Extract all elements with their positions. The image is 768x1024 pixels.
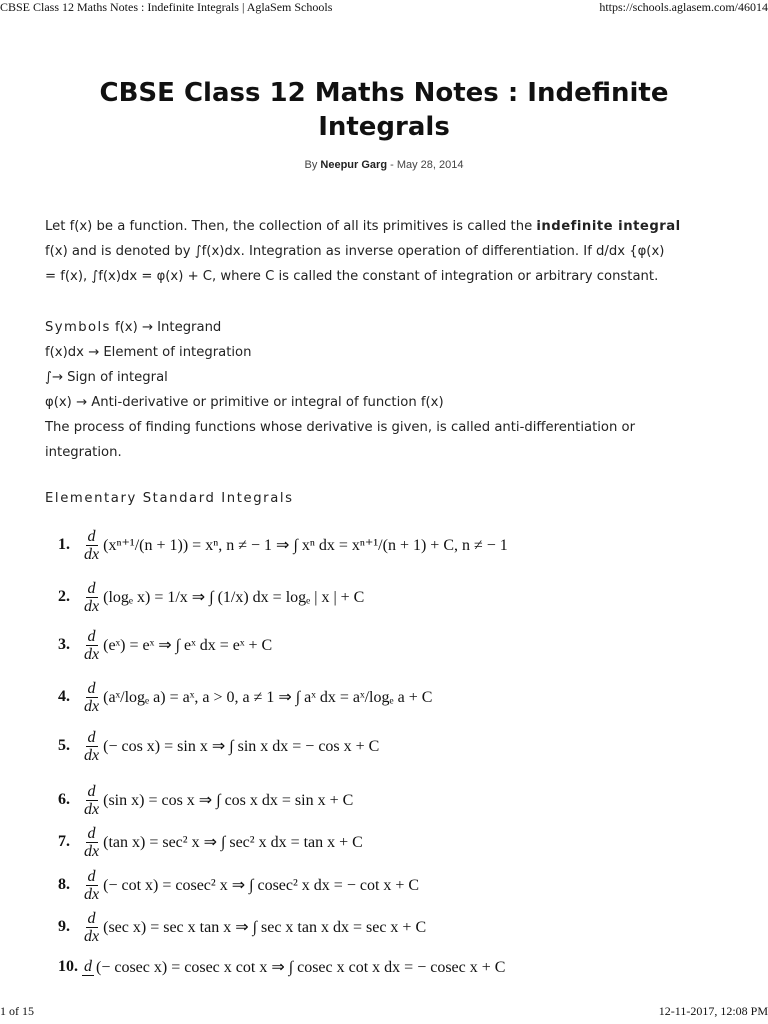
byline — [0, 159, 768, 171]
formula-expression: (aˣ/logₑ a) = aˣ, a > 0, a ≠ 1 ⇒ ∫ aˣ dx = aˣ/logₑ a + C — [103, 689, 433, 706]
intro-line-3: = f(x), ∫f(x)dx = φ(x) + C, where C is called the constant of integration or arbitrary constant. — [45, 269, 659, 284]
publish-date: May 28, 2014 — [396, 159, 464, 171]
print-page-title: CBSE Class 12 Maths Notes : Indefinite Integrals | AglaSem Schools — [0, 0, 333, 14]
derivative-operator: $\frac{d}{dx}$ — [84, 782, 100, 818]
formula-number: 4. — [58, 688, 70, 705]
formula-item — [58, 672, 432, 722]
article-title: CBSE Class 12 Maths Notes : Indefinite Integrals — [99, 78, 669, 142]
symbols-line-1 — [45, 315, 735, 340]
symbols-line-6: integration. — [45, 445, 122, 460]
print-header — [0, 0, 768, 16]
formula-expression: (logₑ x) = 1/x ⇒ ∫ (1/x) dx = logₑ | x | + C — [103, 589, 365, 606]
formula-item — [58, 520, 508, 570]
intro-paragraph — [45, 214, 735, 289]
derivative-operator: $\frac{d}{dx}$ — [84, 824, 100, 860]
symbols-label: Symbols — [45, 320, 111, 335]
symbols-line-2: f(x)dx → Element of integration — [45, 345, 252, 360]
intro-line-1 — [45, 214, 735, 239]
print-footer — [0, 1004, 768, 1020]
formula-number: 8. — [58, 876, 70, 893]
formula-expression: (sec x) = sec x tan x ⇒ ∫ sec x tan x dx = sec x + C — [103, 919, 427, 936]
derivative-operator: $\frac{d}{dx}$ — [84, 909, 100, 945]
intro-line-1-text: Let f(x) be a function. Then, the collection of all its primitives is called the — [45, 219, 537, 234]
formula-expression: (− cos x) = sin x ⇒ ∫ sin x dx = − cos x + C — [103, 738, 380, 755]
derivative-operator: $\frac{d}{dx}$ — [84, 867, 100, 903]
derivative-operator: d — [84, 958, 92, 975]
print-timestamp: 12-11-2017, 12:08 PM — [658, 1004, 768, 1018]
formula-expression: (tan x) = sec² x ⇒ ∫ sec² x dx = tan x + C — [103, 834, 363, 851]
formula-number: 10. — [58, 958, 78, 975]
formula-number: 7. — [58, 833, 70, 850]
formula-number: 1. — [58, 536, 70, 553]
intro-line-2: f(x) and is denoted by ∫f(x)dx. Integration as inverse operation of differentiation. If d/dx {φ(x) — [45, 244, 665, 259]
formula-item — [58, 572, 364, 622]
section-heading: Elementary Standard Integrals — [45, 491, 294, 506]
formula-number: 9. — [58, 918, 70, 935]
formula-number: 5. — [58, 737, 70, 754]
formula-number: 6. — [58, 791, 70, 808]
formula-number: 3. — [58, 636, 70, 653]
formula-expression: (eˣ) = eˣ ⇒ ∫ eˣ dx = eˣ + C — [103, 637, 273, 654]
derivative-operator: $\frac{d}{dx}$ — [84, 579, 100, 615]
byline-prefix: By — [304, 159, 318, 171]
symbols-paragraph — [45, 315, 735, 465]
derivative-operator: $\frac{d}{dx}$ — [84, 728, 100, 764]
derivative-operator: $\frac{d}{dx}$ — [84, 527, 100, 563]
symbols-line-1-text: f(x) → Integrand — [110, 320, 222, 335]
author-link[interactable]: Neepur Garg — [320, 159, 388, 171]
formula-expression: (sin x) = cos x ⇒ ∫ cos x dx = sin x + C — [103, 792, 354, 809]
formula-item — [58, 942, 505, 992]
symbols-line-4: φ(x) → Anti-derivative or primitive or integral of function f(x) — [45, 395, 444, 410]
formula-number: 2. — [58, 588, 70, 605]
symbols-line-3: ∫→ Sign of integral — [45, 370, 168, 385]
indefinite-integral-term: indefinite integral — [536, 219, 681, 234]
formula-item — [58, 721, 379, 771]
derivative-operator: $\frac{d}{dx}$ — [84, 627, 100, 663]
byline-separator: - — [390, 159, 394, 171]
formula-item — [58, 620, 272, 670]
print-url: https://schools.aglasem.com/46014 — [599, 0, 768, 14]
formula-expression: (xⁿ⁺¹/(n + 1)) = xⁿ, n ≠ − 1 ⇒ ∫ xⁿ dx = xⁿ⁺¹/(n + 1) + C, n ≠ − 1 — [103, 537, 508, 554]
formula-expression: (− cosec x) = cosec x cot x ⇒ ∫ cosec x cot x dx = − cosec x + C — [96, 959, 506, 976]
symbols-line-5: The process of finding functions whose derivative is given, is called anti-differentiation or — [45, 420, 636, 435]
formula-expression: (− cot x) = cosec² x ⇒ ∫ cosec² x dx = − cot x + C — [103, 877, 420, 894]
page-count: 1 of 15 — [0, 1004, 34, 1018]
derivative-operator: $\frac{d}{dx}$ — [84, 679, 100, 715]
